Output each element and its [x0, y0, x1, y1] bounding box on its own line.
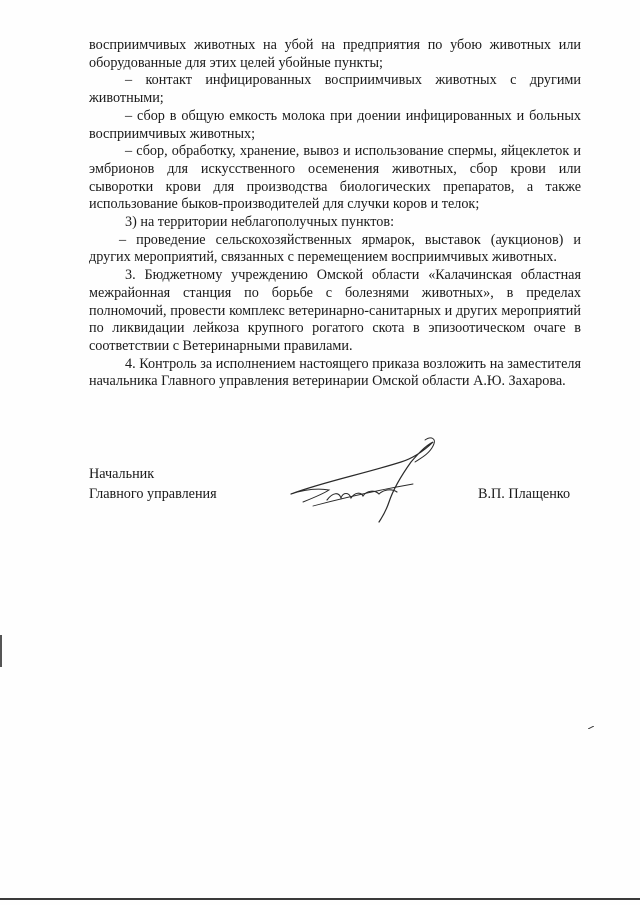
- paragraph-milk-collection: – сбор в общую емкость молока при доении инфицированных и больных восприимчивых животных;: [89, 107, 581, 142]
- handwritten-signature: [283, 432, 443, 532]
- scan-margin-mark: [0, 635, 2, 667]
- paragraph-fairs: – проведение сельскохозяйственных ярмарок, выставок (аукционов) и других мероприятий, связанных с перемещением восприимчивых животных.: [89, 231, 581, 266]
- paragraph-item-4: 4. Контроль за исполнением настоящего приказа возложить на заместителя начальника Главного управления ветеринарии Омской области А.Ю. Захарова.: [89, 355, 581, 390]
- paragraph-sperm-handling: – сбор, обработку, хранение, вывоз и использование спермы, яйцеклеток и эмбрионов для искусственного осеменения животных, сбор крови или сыворотки крови для производства биологических препаратов, а также использование быков-производителей для случки коров и телок;: [89, 143, 581, 213]
- paragraph-continuation: восприимчивых животных на убой на предприятия по убою животных или оборудованные для этих целей убойные пункты;: [89, 37, 581, 71]
- paragraph-contact-animals: – контакт инфицированных восприимчивых животных с другими животными;: [89, 72, 581, 107]
- scan-speck: [588, 726, 594, 729]
- document-body: [89, 37, 581, 391]
- signatory-title-line-1: Начальник: [89, 466, 155, 482]
- scan-bottom-edge: [0, 898, 640, 900]
- signatory-name: В.П. Плащенко: [478, 486, 571, 502]
- signatory-title-line-2: Главного управления: [89, 486, 217, 502]
- paragraph-item-3: 3. Бюджетному учреждению Омской области «Калачинская областная межрайонная станция по борьбе с болезнями животных», в пределах полномочий, провести комплекс ветеринарно-санитарных и других мероприятий по ликвидации лейкоза крупного рогатого скота в эпизоотическом очаге в соответствии с Ветеринарными правилами.: [89, 267, 581, 354]
- signatory-title: [89, 464, 217, 504]
- paragraph-territory-heading: 3) на территории неблагополучных пунктов:: [125, 214, 395, 231]
